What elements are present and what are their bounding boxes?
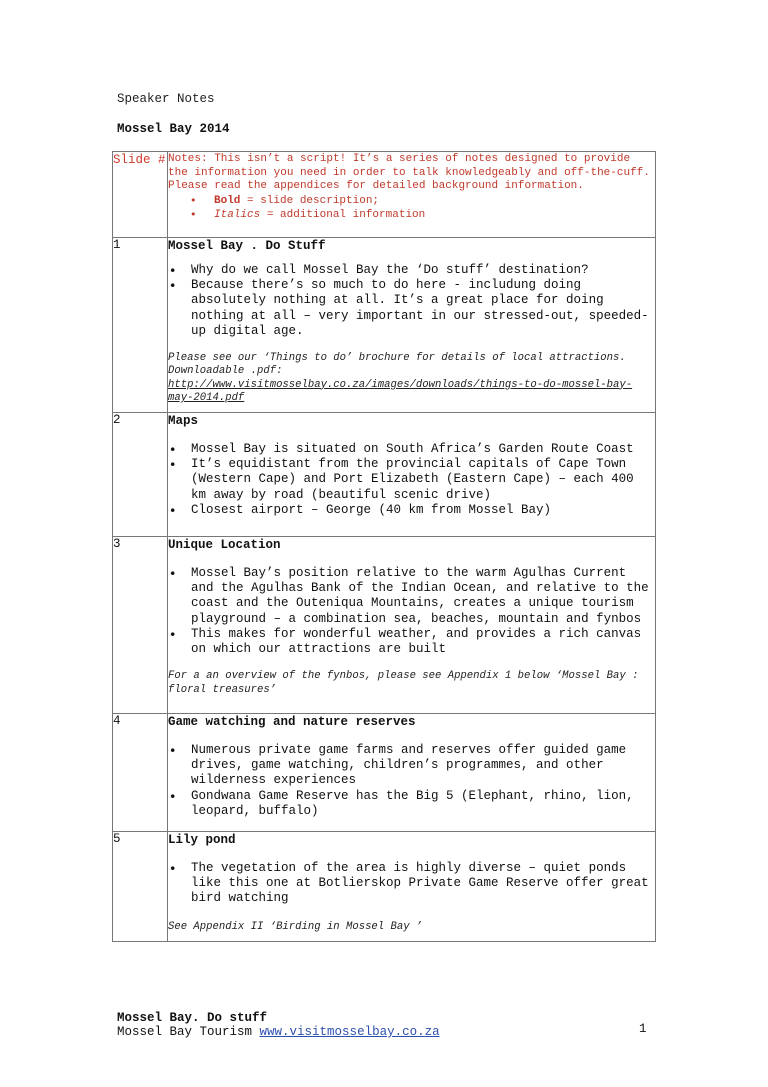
slide-row: [113, 537, 656, 714]
footer-org: Mossel Bay Tourism: [117, 1025, 253, 1039]
brochure-link[interactable]: http://www.visitmosselbay.co.za/images/downloads/things-to-do-mossel-bay-may-2014.pdf: [168, 378, 633, 404]
bullet-list: [168, 442, 655, 518]
bullet-item: • This makes for wonderful weather, and provides a rich canvas on which our attractions are built: [168, 627, 655, 657]
bullet-list: [168, 861, 655, 907]
legend-item-bold: [190, 194, 655, 209]
additional-info: For a an overview of the fynbos, please see Appendix 1 below ‘Mossel Bay : floral treasures’: [168, 670, 639, 696]
bullet-item: • Numerous private game farms and reserves offer guided game drives, game watching, children’s programmes, and other wilderness experiences: [168, 743, 655, 789]
slide-title: Maps: [168, 414, 199, 428]
table-header-row: [113, 152, 656, 238]
slide-number: 3: [113, 537, 168, 714]
additional-info: See Appendix II ‘Birding in Mossel Bay ’: [168, 920, 423, 933]
slide-number: 5: [113, 832, 168, 942]
legend-italics-term: Italics: [214, 209, 261, 221]
bullet-item: • Closest airport – George (40 km from Mossel Bay): [168, 503, 655, 518]
slide-number: 2: [113, 413, 168, 537]
bullet-item: • Why do we call Mossel Bay the ‘Do stuff’ destination?: [168, 263, 655, 278]
slide-title: Game watching and nature reserves: [168, 715, 416, 729]
slide-number: 4: [113, 714, 168, 832]
speaker-notes-table: [112, 151, 656, 942]
slide-title: Unique Location: [168, 538, 281, 552]
additional-info-text: Please see our ‘Things to do’ brochure for details of local attractions. Downloadable .pdf:: [168, 352, 626, 378]
bullet-list: [168, 743, 655, 819]
bullet-item: • Gondwana Game Reserve has the Big 5 (Elephant, rhino, lion, leopard, buffalo): [168, 789, 655, 819]
additional-info: [168, 352, 655, 405]
document-label: Speaker Notes: [117, 92, 215, 106]
bullet-item: • The vegetation of the area is highly diverse – quiet ponds like this one at Botlierskop Private Game Reserve offer great bird watching: [168, 861, 655, 907]
legend-list: [168, 194, 655, 223]
slide-row: [113, 413, 656, 537]
slide-notes: [168, 238, 656, 413]
slide-row: [113, 714, 656, 832]
footer-title: Mossel Bay. Do stuff: [117, 1011, 268, 1025]
slide-number-header-label: Slide #: [113, 153, 166, 167]
slide-number-header: [113, 152, 168, 238]
legend-bold-desc: = slide description;: [240, 194, 380, 207]
footer-line: [117, 1025, 440, 1039]
slide-notes: [168, 537, 656, 714]
notes-header: [168, 152, 656, 238]
document-title: Mossel Bay 2014: [117, 122, 230, 136]
bullet-item: • Mossel Bay’s position relative to the warm Agulhas Current and the Agulhas Bank of the Indian Ocean, and relative to the coast and the Outeniqua Mountains, creates a unique tourism playground – a combination sea, beaches, mountain and fynbos: [168, 566, 655, 627]
bullet-item: • Mossel Bay is situated on South Africa’s Garden Route Coast: [168, 442, 655, 457]
legend-item-italics: [190, 208, 655, 223]
bullet-list: [168, 566, 655, 657]
legend-italics-desc: = additional information: [260, 209, 426, 221]
slide-title: Lily pond: [168, 833, 236, 847]
slide-row: [113, 238, 656, 413]
legend-bold-term: Bold: [214, 194, 241, 207]
slide-number: 1: [113, 238, 168, 413]
slide-row: [113, 832, 656, 942]
slide-title: Mossel Bay . Do Stuff: [168, 239, 326, 253]
slide-notes: [168, 832, 656, 942]
bullet-list: [168, 263, 655, 339]
bullet-item: • Because there’s so much to do here - includung doing absolutely nothing at all. It’s a great place for doing nothing at all – very important in our stressed-out, speeded-up digital age.: [168, 278, 655, 339]
page-number: 1: [639, 1022, 647, 1036]
slide-notes: [168, 714, 656, 832]
slide-notes: [168, 413, 656, 537]
bullet-item: • It’s equidistant from the provincial capitals of Cape Town (Western Cape) and Port Elizabeth (Eastern Cape) – each 400 km away by road (beautiful scenic drive): [168, 457, 655, 503]
footer-website-link[interactable]: www.visitmosselbay.co.za: [259, 1025, 440, 1039]
notes-header-text: Notes: This isn’t a script! It’s a series of notes designed to provide the information you need in order to talk knowledgeably and off-the-cuff. Please read the appendices for detailed background information.: [168, 153, 650, 192]
